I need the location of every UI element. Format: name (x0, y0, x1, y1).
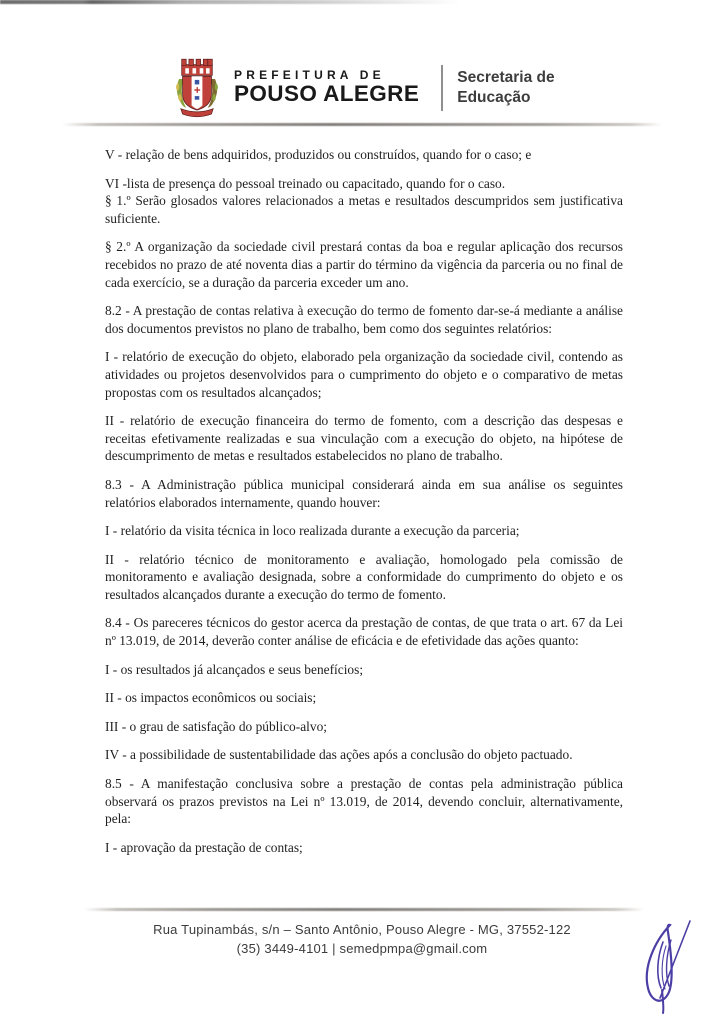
department-line1: Secretaria de (457, 68, 555, 86)
paragraph: V - relação de bens adquiridos, produzidos ou construídos, quando for o caso; e (105, 147, 532, 162)
paragraph: I - os resultados já alcançados e seus benefícios; (105, 661, 364, 677)
paragraph: 8.3 - A Administração pública municipal considerará ainda em sua análise os seguintes relatórios elaborados internamente, quando houver: (105, 476, 623, 510)
paragraph-list (105, 146, 623, 856)
paragraph: II - relatório técnico de monitoramento e avaliação, homologado pela comissão de monitoramento e avaliação designada, sobre a conformidade do cumprimento do objeto e os resultados alcançados durante a execução do termo de fomento. (105, 551, 623, 602)
header-rule-artifact (62, 123, 662, 126)
paragraph: I - aprovação da prestação de contas; (105, 839, 303, 855)
footer-contact: (35) 3449-4101 | semedpmpa@gmail.com (236, 940, 488, 956)
paragraph: 8.5 - A manifestação conclusiva sobre a prestação de contas pela administração pública observará os prazos previstos na Lei nº 13.019, de 2014, devendo concluir, alternativamente, pela: (105, 776, 623, 827)
paragraph: II - os impactos econômicos ou sociais; (105, 690, 317, 706)
document-body (105, 146, 623, 856)
org-wordmark (234, 69, 419, 106)
paragraph: VI -lista de presença do pessoal treinado ou capacitado, quando for o caso. (105, 175, 506, 191)
letterhead-footer (0, 921, 724, 959)
paragraph: I - relatório de execução do objeto, elaborado pela organização da sociedade civil, contendo as atividades ou projetos desenvolvidos para o cumprimento do objeto e o comparativo de metas propostas com os resultados alcançados; (105, 349, 623, 400)
paragraph: IV - a possibilidade de sustentabilidade das ações após a conclusão do objeto pactuado. (105, 747, 573, 763)
scan-edge-artifact (0, 0, 460, 4)
coat-of-arms-icon (170, 57, 224, 119)
footer-rule-artifact (84, 908, 644, 911)
signature-initials-icon (630, 916, 704, 1018)
department-name (457, 68, 554, 108)
paragraph: § 2.º A organização da sociedade civil prestará contas da boa e regular aplicação dos recursos recebidos no prazo de até noventa dias a partir do término da vigência da parceria ou no final de cada exercício, se a duração da parceria exceder um ano. (105, 239, 623, 290)
org-name-main: POUSO ALEGRE (234, 81, 420, 107)
paragraph: 8.4 - Os pareceres técnicos do gestor acerca da prestação de contas, de que trata o art. 67 da Lei nº 13.019, de 2014, deverão conter análise de eficácia e de efetividade das ações quanto: (105, 615, 623, 649)
letterhead-divider (441, 65, 443, 111)
department-line2: Educação (457, 89, 531, 106)
letterhead (170, 56, 555, 120)
paragraph: § 1.º Serão glosados valores relacionados a metas e resultados descumpridos sem justificativa suficiente. (105, 193, 623, 226)
paragraph: I - relatório da visita técnica in loco realizada durante a execução da parceria; (105, 523, 520, 539)
paragraph: II - relatório de execução financeira do termo de fomento, com a descrição das despesas e receitas efetivamente realizadas e sua vinculação com a execução do objeto, na hipótese de descumprimento de metas e resultados estabelecidos no plano de trabalho. (105, 413, 623, 464)
footer-address: Rua Tupinambás, s/n – Santo Antônio, Pouso Alegre - MG, 37552-122 (153, 922, 571, 937)
org-name-top: PREFEITURA DE (234, 68, 385, 83)
paragraph: III - o grau de satisfação do público-alvo; (105, 718, 327, 734)
paragraph: 8.2 - A prestação de contas relativa à execução do termo de fomento dar-se-á mediante a análise dos documentos previstos no plano de trabalho, bem como dos seguintes relatórios: (105, 303, 623, 336)
